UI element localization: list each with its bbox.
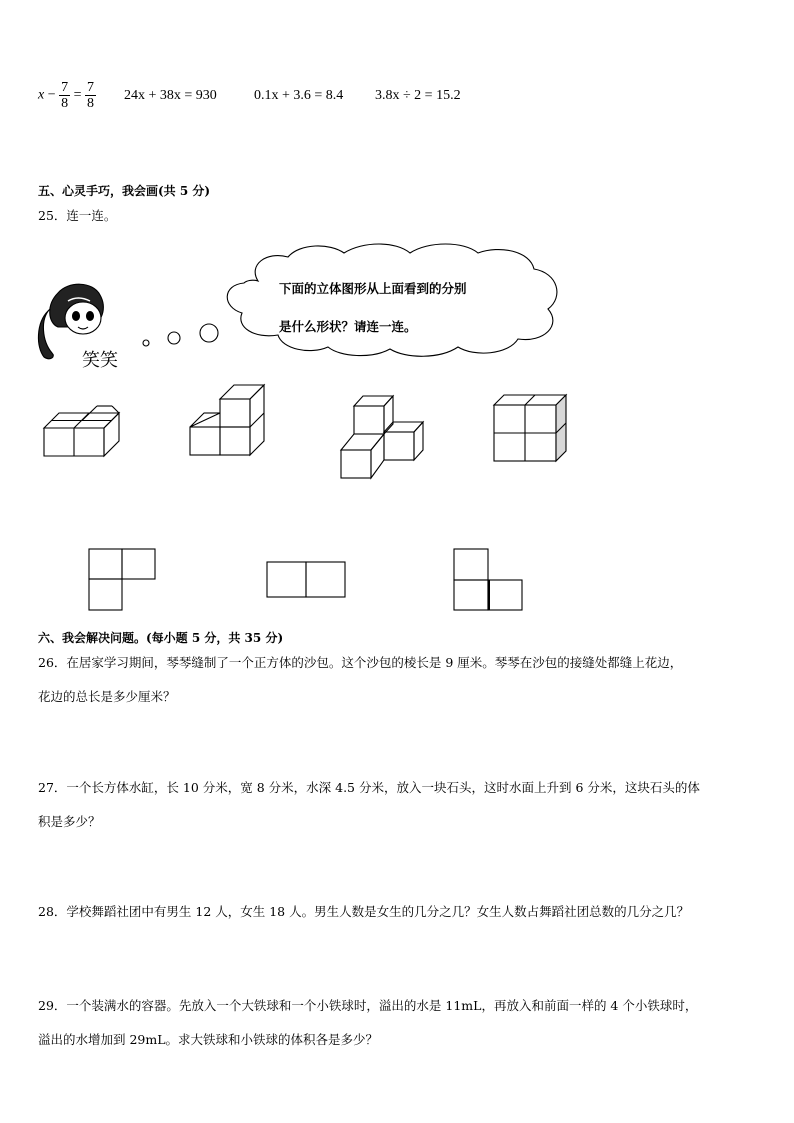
- question-25: 25．连一连。: [38, 208, 117, 223]
- eq1-denominator-right: 8: [87, 96, 95, 111]
- question-27: [38, 771, 758, 839]
- top-view-shape-2: [266, 561, 348, 599]
- eq1-numerator-right: 7: [87, 80, 95, 95]
- question-29: [38, 989, 758, 1057]
- thought-dots: [138, 318, 228, 358]
- solid-figure-3: [339, 392, 429, 482]
- equation-3: 0.1x + 3.6 = 8.4: [254, 88, 344, 103]
- question-26: [38, 646, 758, 714]
- bubble-line-1: 下面的立体图形从上面看到的分别: [279, 281, 467, 296]
- eq1-fraction-left: [59, 80, 70, 111]
- solid-figure-4: [492, 392, 572, 464]
- equation-2: 24x + 38x = 930: [124, 88, 217, 103]
- solid-figure-1: [43, 398, 123, 458]
- eq1-minus: −: [47, 87, 56, 103]
- eq1-numerator-left: 7: [61, 80, 69, 95]
- question-27-line-2: 积是多少？: [38, 814, 101, 829]
- equation-4: 3.8x ÷ 2 = 15.2: [375, 88, 461, 103]
- section-6-title: 六、我会解决问题。(每小题 5 分，共 35 分): [38, 631, 284, 645]
- eq1-fraction-right: [85, 80, 96, 111]
- section-5-title: 五、心灵手巧，我会画(共 5 分): [38, 184, 211, 198]
- top-view-shape-3: [453, 548, 525, 612]
- eq1-equals: =: [73, 87, 82, 103]
- thought-cloud: [218, 243, 578, 358]
- question-26-line-2: 花边的总长是多少厘米？: [38, 689, 176, 704]
- eq1-variable: x: [38, 87, 45, 103]
- question-29-line-1: 29．一个装满水的容器。先放入一个大铁球和一个小铁球时，溢出的水是 11mL，再放入和前面一样的 4 个小铁球时，: [38, 998, 698, 1013]
- equation-1: [38, 80, 96, 111]
- top-view-shape-1: [88, 548, 158, 612]
- character-name-label: 笑笑: [82, 350, 118, 371]
- bubble-line-2: 是什么形状？请连一连。: [279, 319, 417, 334]
- question-28-line-1: 28．学校舞蹈社团中有男生 12 人，女生 18 人。男生人数是女生的几分之几？女生人数占舞蹈社团总数的几分之几？: [38, 904, 690, 919]
- question-26-line-1: 26．在居家学习期间，琴琴缝制了一个正方体的沙包。这个沙包的棱长是 9 厘米。琴琴在沙包的接缝处都缝上花边，: [38, 655, 683, 670]
- solid-figure-2: [188, 382, 268, 457]
- question-28: [38, 895, 758, 929]
- question-29-line-2: 溢出的水增加到 29mL。求大铁球和小铁球的体积各是多少？: [38, 1032, 379, 1047]
- eq1-denominator-left: 8: [61, 96, 69, 111]
- question-27-line-1: 27．一个长方体水缸，长 10 分米，宽 8 分米，水深 4.5 分米，放入一块石头，这时水面上升到 6 分米，这块石头的体: [38, 780, 700, 795]
